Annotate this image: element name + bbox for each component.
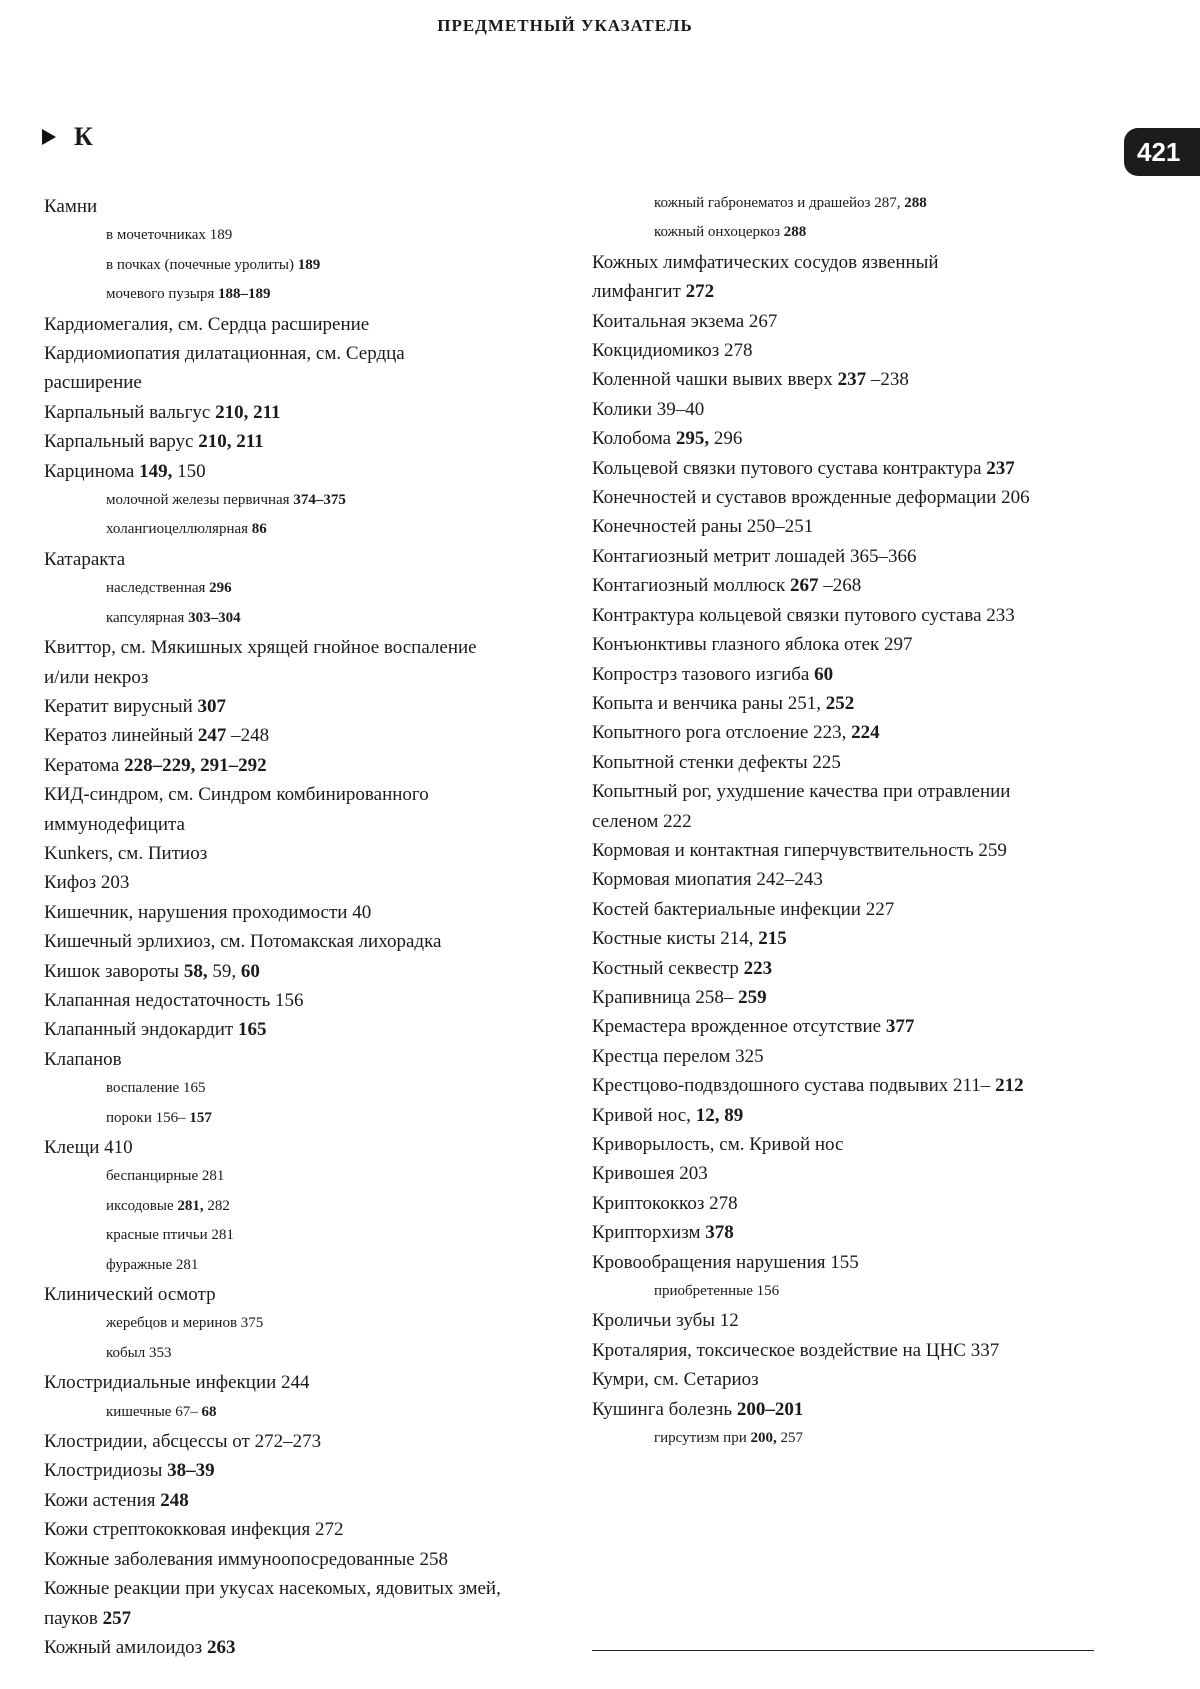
index-entry [44, 751, 564, 780]
entry-term: селеном [592, 810, 659, 832]
index-entry [44, 780, 564, 809]
index-subentry [44, 574, 564, 603]
index-entry [592, 1365, 1112, 1394]
index-entry [44, 1604, 564, 1633]
page-ref: 281 [175, 1256, 199, 1273]
entry-term: мочевого пузыря [106, 286, 215, 303]
page-header: ПРЕДМЕТНЫЙ УКАЗАТЕЛЬ [437, 16, 693, 35]
index-entry [44, 398, 564, 427]
entry-term: красные птичьи [106, 1227, 208, 1244]
index-entry [44, 1515, 564, 1544]
index-column-left [44, 192, 564, 1662]
index-entry [592, 807, 1112, 836]
entry-term: Кожных лимфатических сосудов язвенный [592, 251, 939, 273]
entry-term: кишечные [106, 1403, 172, 1420]
index-subentry [592, 189, 1112, 218]
index-entry [44, 192, 564, 221]
page-ref: 297 [884, 634, 913, 656]
index-entry [592, 424, 1112, 453]
index-entry [44, 721, 564, 750]
entry-term: Катаракта [44, 548, 126, 570]
index-subentry [44, 1398, 564, 1427]
page-ref: 237 [986, 457, 1015, 479]
entry-term: Колики [592, 398, 653, 420]
page-ref: 410 [104, 1137, 133, 1158]
entry-term: Клапанная недостаточность [44, 989, 271, 1011]
page-ref: 67– [175, 1403, 198, 1420]
page-ref: 263 [206, 1636, 236, 1658]
index-entry [44, 427, 564, 456]
entry-term: Криворылость, см. Кривой нос [592, 1134, 844, 1155]
entry-term: Крестца перелом [592, 1045, 731, 1067]
page-ref: 12, 89 [695, 1104, 744, 1126]
entry-term: Кожный амилоидоз [44, 1636, 203, 1658]
entry-term: Кожи астения [44, 1489, 156, 1511]
index-subentry [44, 604, 564, 633]
page-ref: 281 [201, 1168, 225, 1185]
index-entry [592, 1248, 1112, 1277]
section-heading [42, 122, 93, 152]
index-entry [592, 954, 1112, 983]
page-ref: 272 [685, 281, 715, 303]
entry-term: лимфангит [592, 281, 681, 303]
index-subentry [592, 218, 1112, 247]
index-entry [44, 368, 564, 397]
entry-term: холангиоцеллюлярная [106, 521, 249, 538]
entry-term: Копыта и венчика раны [592, 692, 783, 714]
index-entry [592, 689, 1112, 718]
page-ref: 251, [787, 692, 821, 714]
index-entry [592, 395, 1112, 424]
page-ref: 222 [663, 810, 692, 832]
entry-term: Камни [44, 196, 98, 217]
page-ref: 282 [207, 1197, 230, 1214]
index-entry [592, 483, 1112, 512]
index-entry [592, 836, 1112, 865]
index-entry [44, 810, 564, 839]
footer-rule [592, 1650, 1094, 1651]
entry-term: и/или некроз [44, 666, 149, 688]
index-entry [44, 898, 564, 927]
entry-term: Клещи [44, 1137, 100, 1158]
entry-term: Костей бактериальные инфекции [592, 898, 861, 920]
page-ref: 188–189 [218, 286, 271, 303]
entry-term: Кожные реакции при укусах насекомых, ядовитых змей, [44, 1578, 501, 1600]
index-subentry [44, 1162, 564, 1191]
index-entry [44, 1633, 564, 1662]
index-entry [592, 1218, 1112, 1247]
entry-term: Костный секвестр [592, 957, 739, 979]
entry-term: Кремастера врожденное отсутствие [592, 1016, 882, 1038]
index-entry [44, 1545, 564, 1574]
page-ref: 278 [723, 340, 753, 362]
index-entry [592, 571, 1112, 600]
page-ref: 377 [885, 1016, 915, 1038]
index-entry [44, 692, 564, 721]
index-entry [44, 633, 564, 662]
page-ref: 156 [275, 989, 304, 1011]
page-ref: 247 [197, 725, 227, 747]
entry-term: пауков [44, 1607, 98, 1629]
page-ref: 215 [758, 928, 787, 950]
page-ref: 68 [201, 1403, 217, 1420]
entry-term: Квиттор, см. Мякишных хрящей гнойное воспаление [44, 637, 477, 659]
entry-term: в мочеточниках [106, 227, 206, 244]
page-ref: 244 [281, 1372, 310, 1394]
entry-term: кобыл [106, 1344, 146, 1361]
entry-term: Кормовая и контактная гиперчувствительность [592, 839, 974, 861]
page-ref: 278 [709, 1192, 738, 1214]
index-subentry [44, 486, 564, 515]
page-ref: 214, [720, 928, 754, 950]
entry-term: Крапивница [592, 986, 691, 1008]
entry-term: Карцинома [44, 460, 135, 482]
page-ref: 259 [738, 986, 767, 1008]
index-entry [592, 1071, 1112, 1100]
entry-term: Копытного рога отслоение [592, 722, 809, 744]
page-ref: 60 [814, 663, 834, 685]
index-entry [44, 545, 564, 574]
entry-term: в почках (почечные уролиты) [106, 256, 294, 273]
index-entry [592, 1101, 1112, 1130]
index-entry [592, 1130, 1112, 1159]
page-ref: 212 [995, 1075, 1024, 1097]
page-ref: 267 [790, 575, 819, 597]
entry-term: Клапанный эндокардит [44, 1019, 234, 1041]
entry-term: Кардиомегалия, см. Сердца расширение [44, 313, 370, 335]
index-entry [44, 1574, 564, 1603]
index-entry [592, 248, 1112, 277]
entry-term: Колобома [592, 428, 672, 450]
index-subentry [592, 1277, 1112, 1306]
entry-term: Кумри, см. Сетариоз [592, 1369, 759, 1391]
entry-term: Клинический осмотр [44, 1284, 216, 1306]
page-ref: 295, [675, 428, 710, 450]
page-ref: 165 [182, 1080, 206, 1097]
page-ref: 223, [813, 722, 847, 744]
page-ref: 189 [297, 256, 321, 273]
page-ref: 258– [695, 986, 734, 1008]
page-ref: 210, 211 [198, 431, 264, 453]
entry-term: Карпальный вальгус [44, 401, 211, 423]
index-entry [592, 1042, 1112, 1071]
entry-term: Костные кисты [592, 928, 716, 950]
page-ref: 281 [211, 1227, 234, 1244]
index-entry [44, 957, 564, 986]
index-entry [592, 924, 1112, 953]
index-entry [592, 1395, 1112, 1424]
page-ref: 252 [825, 692, 855, 714]
index-subentry [44, 1339, 564, 1368]
entry-term: Кератома [44, 754, 120, 776]
entry-term: Кожные заболевания иммуноопосредованные [44, 1548, 415, 1570]
page-ref: 224 [851, 722, 880, 744]
page-ref: 40 [352, 901, 372, 923]
page-ref: 156– [155, 1109, 186, 1126]
entry-term: молочной железы первичная [106, 492, 290, 509]
page-ref: 242–243 [756, 869, 823, 891]
entry-term: Карпальный варус [44, 431, 194, 453]
entry-term: Коитальная экзема [592, 310, 745, 332]
entry-term: наследственная [106, 580, 206, 597]
entry-term: расширение [44, 372, 142, 394]
page-ref: 60 [240, 960, 260, 982]
index-entry [592, 1159, 1112, 1188]
entry-term: Крестцово-подвздошного сустава подвывих [592, 1075, 949, 1097]
index-entry [592, 307, 1112, 336]
page-ref: 281, [177, 1197, 204, 1214]
entry-term: кожный онхоцеркоз [654, 224, 780, 241]
page-ref: 157 [189, 1109, 212, 1126]
index-subentry [44, 1309, 564, 1338]
entry-term: приобретенные [654, 1283, 753, 1300]
page-ref: 337 [970, 1339, 1000, 1361]
entry-term: фуражные [106, 1256, 173, 1273]
section-letter: К [74, 122, 93, 151]
index-entry [44, 927, 564, 956]
entry-term: Кокцидиомикоз [592, 340, 720, 362]
index-subentry [44, 515, 564, 544]
index-entry [44, 1486, 564, 1515]
entry-term: кожный габронематоз и драшейоз [654, 195, 871, 211]
page-ref: 237 [837, 369, 867, 391]
page-ref: 272–273 [254, 1431, 322, 1453]
index-entry [44, 310, 564, 339]
index-entry [44, 339, 564, 368]
index-entry [592, 1189, 1112, 1218]
index-entry [44, 868, 564, 897]
index-subentry [44, 1104, 564, 1133]
page-ref: 200, [750, 1430, 777, 1447]
index-entry [592, 542, 1112, 571]
page-ref: 325 [735, 1045, 764, 1067]
entry-term: Крипторхизм [592, 1222, 701, 1244]
page-ref: 211– [953, 1075, 991, 1097]
entry-term: КИД-синдром, см. Синдром комбинированного [44, 784, 429, 806]
entry-term: пороки [106, 1109, 152, 1126]
page-ref: 288 [783, 224, 807, 241]
entry-term: гирсутизм при [654, 1430, 747, 1447]
index-entry [592, 777, 1112, 806]
page-ref: 287, [874, 195, 901, 211]
index-subentry [592, 1424, 1112, 1453]
page-ref: 227 [865, 898, 895, 920]
page-ref: 307 [197, 695, 227, 717]
entry-term: Кровообращения нарушения [592, 1251, 826, 1273]
entry-term: иксодовые [106, 1197, 174, 1214]
entry-term: Кишечник, нарушения проходимости [44, 901, 348, 923]
index-entry [592, 454, 1112, 483]
index-entry [592, 277, 1112, 306]
index-entry [44, 1368, 564, 1397]
index-entry [592, 748, 1112, 777]
entry-term: Кератит вирусный [44, 695, 193, 717]
index-entry [592, 1012, 1112, 1041]
entry-term: Конечностей раны [592, 516, 743, 538]
page-ref: 59, [212, 960, 237, 982]
index-subentry [44, 1251, 564, 1280]
entry-term: Кожи стрептококковая инфекция [44, 1519, 311, 1541]
index-entry [44, 1280, 564, 1309]
page-ref: 353 [148, 1344, 172, 1361]
entry-term: Клапанов [44, 1048, 122, 1070]
entry-term: Копытный рог, ухудшение качества при отравлении [592, 781, 1011, 803]
page-number: 421 [1137, 136, 1181, 167]
index-column-right [592, 189, 1112, 1453]
page-ref: 200–201 [736, 1398, 804, 1420]
page-ref: –268 [823, 575, 862, 597]
entry-term: Кишечный эрлихиоз, см. Потомакская лихорадка [44, 931, 442, 953]
index-subentry [44, 221, 564, 250]
page-number-badge [1124, 128, 1200, 176]
index-entry [44, 986, 564, 1015]
page-ref: –238 [870, 369, 909, 391]
entry-term: Контагиозный моллюск [592, 575, 786, 597]
entry-term: Конечностей и суставов врожденные деформации [592, 487, 997, 509]
page-ref: 248 [160, 1489, 189, 1511]
page-ref: 165 [237, 1019, 267, 1041]
page-ref: 206 [1001, 487, 1030, 509]
entry-term: Контагиозный метрит лошадей [592, 545, 846, 567]
index-entry [592, 1336, 1112, 1365]
page-ref: 58, [183, 960, 208, 982]
index-entry [44, 1427, 564, 1456]
index-entry [44, 1133, 564, 1162]
page-ref: 375 [240, 1315, 264, 1332]
index-entry [592, 718, 1112, 747]
entry-term: Кривошея [592, 1163, 675, 1185]
index-entry [592, 660, 1112, 689]
index-entry [592, 983, 1112, 1012]
index-entry [592, 1306, 1112, 1335]
page-ref: 267 [748, 310, 778, 332]
entry-term: Кольцевой связки путового сустава контрактура [592, 457, 982, 479]
entry-term: Кератоз линейный [44, 725, 194, 747]
entry-term: Кроличьи зубы [592, 1310, 715, 1332]
entry-term: Копрострз тазового изгиба [592, 663, 810, 685]
entry-term: воспаление [106, 1080, 180, 1097]
index-entry [44, 1456, 564, 1485]
index-entry [592, 865, 1112, 894]
page-ref: 258 [419, 1548, 448, 1570]
page-ref: 374–375 [293, 492, 346, 509]
index-subentry [44, 251, 564, 280]
page-ref: 223 [743, 957, 773, 979]
page-ref: 210, 211 [215, 401, 281, 423]
page-ref: 86 [251, 521, 267, 538]
index-entry [592, 365, 1112, 394]
entry-term: жеребцов и меринов [106, 1315, 238, 1332]
page-ref: 38–39 [167, 1460, 215, 1482]
index-entry [44, 839, 564, 868]
index-entry [592, 601, 1112, 630]
page-ref: 288 [904, 195, 927, 211]
index-subentry [44, 280, 564, 309]
page-ref: 257 [102, 1607, 132, 1629]
page-ref: 189 [209, 227, 233, 244]
page-ref: 303–304 [188, 609, 241, 626]
index-entry [44, 663, 564, 692]
page-ref: 150 [177, 460, 206, 482]
page-ref: 225 [812, 751, 841, 773]
index-subentry [44, 1074, 564, 1103]
entry-term: Кардиомиопатия дилатационная, см. Сердца [44, 343, 405, 365]
page-ref: 257 [780, 1430, 803, 1447]
entry-term: Коленной чашки вывих вверх [592, 369, 833, 391]
entry-term: Кроталярия, токсическое воздействие на ЦНС [592, 1339, 966, 1361]
page-ref: 228–229, 291–292 [124, 754, 267, 776]
page-ref: 259 [978, 839, 1007, 861]
page-ref: 233 [986, 604, 1015, 626]
page-ref: 156 [756, 1283, 780, 1300]
entry-term: Кривой нос, [592, 1104, 691, 1126]
index-subentry [44, 1221, 564, 1250]
entry-term: Копытной стенки дефекты [592, 751, 808, 773]
entry-term: Кифоз [44, 872, 97, 894]
page-ref: 272 [314, 1519, 344, 1541]
page-ref: 365–366 [849, 545, 917, 567]
entry-term: капсулярная [106, 609, 185, 626]
page-ref: –248 [231, 725, 270, 747]
index-entry [44, 1015, 564, 1044]
entry-term: Кушинга болезнь [592, 1398, 733, 1420]
index-entry [592, 512, 1112, 541]
page-ref: 155 [830, 1251, 859, 1273]
page-ref: 12 [719, 1310, 739, 1332]
index-entry [592, 895, 1112, 924]
page-ref: 203 [100, 872, 130, 894]
page-ref: 203 [679, 1163, 708, 1185]
entry-term: Клостридиозы [44, 1460, 163, 1482]
page-ref: 39–40 [656, 398, 705, 420]
entry-term: Контрактура кольцевой связки путового сустава [592, 604, 982, 626]
index-entry [44, 1045, 564, 1074]
entry-term: Конъюнктивы глазного яблока отек [592, 634, 880, 656]
page-ref: 149, [139, 460, 173, 482]
page-ref: 296 [713, 428, 743, 450]
index-entry [592, 630, 1112, 659]
triangle-marker-icon [42, 129, 56, 145]
entry-term: Кормовая миопатия [592, 869, 752, 891]
entry-term: Криптококкоз [592, 1192, 705, 1214]
entry-term: Кишок завороты [44, 960, 180, 982]
page-ref: 250–251 [746, 516, 814, 538]
entry-term: Клостридии, абсцессы от [44, 1431, 250, 1453]
index-subentry [44, 1192, 564, 1221]
index-entry [44, 457, 564, 486]
index-entry [592, 336, 1112, 365]
entry-term: Клостридиальные инфекции [44, 1372, 277, 1394]
entry-term: Kunkers, см. Питиоз [44, 842, 208, 864]
entry-term: иммунодефицита [44, 813, 185, 835]
entry-term: беспанцирные [106, 1168, 199, 1185]
page-ref: 296 [209, 580, 232, 597]
page-ref: 378 [705, 1222, 734, 1244]
